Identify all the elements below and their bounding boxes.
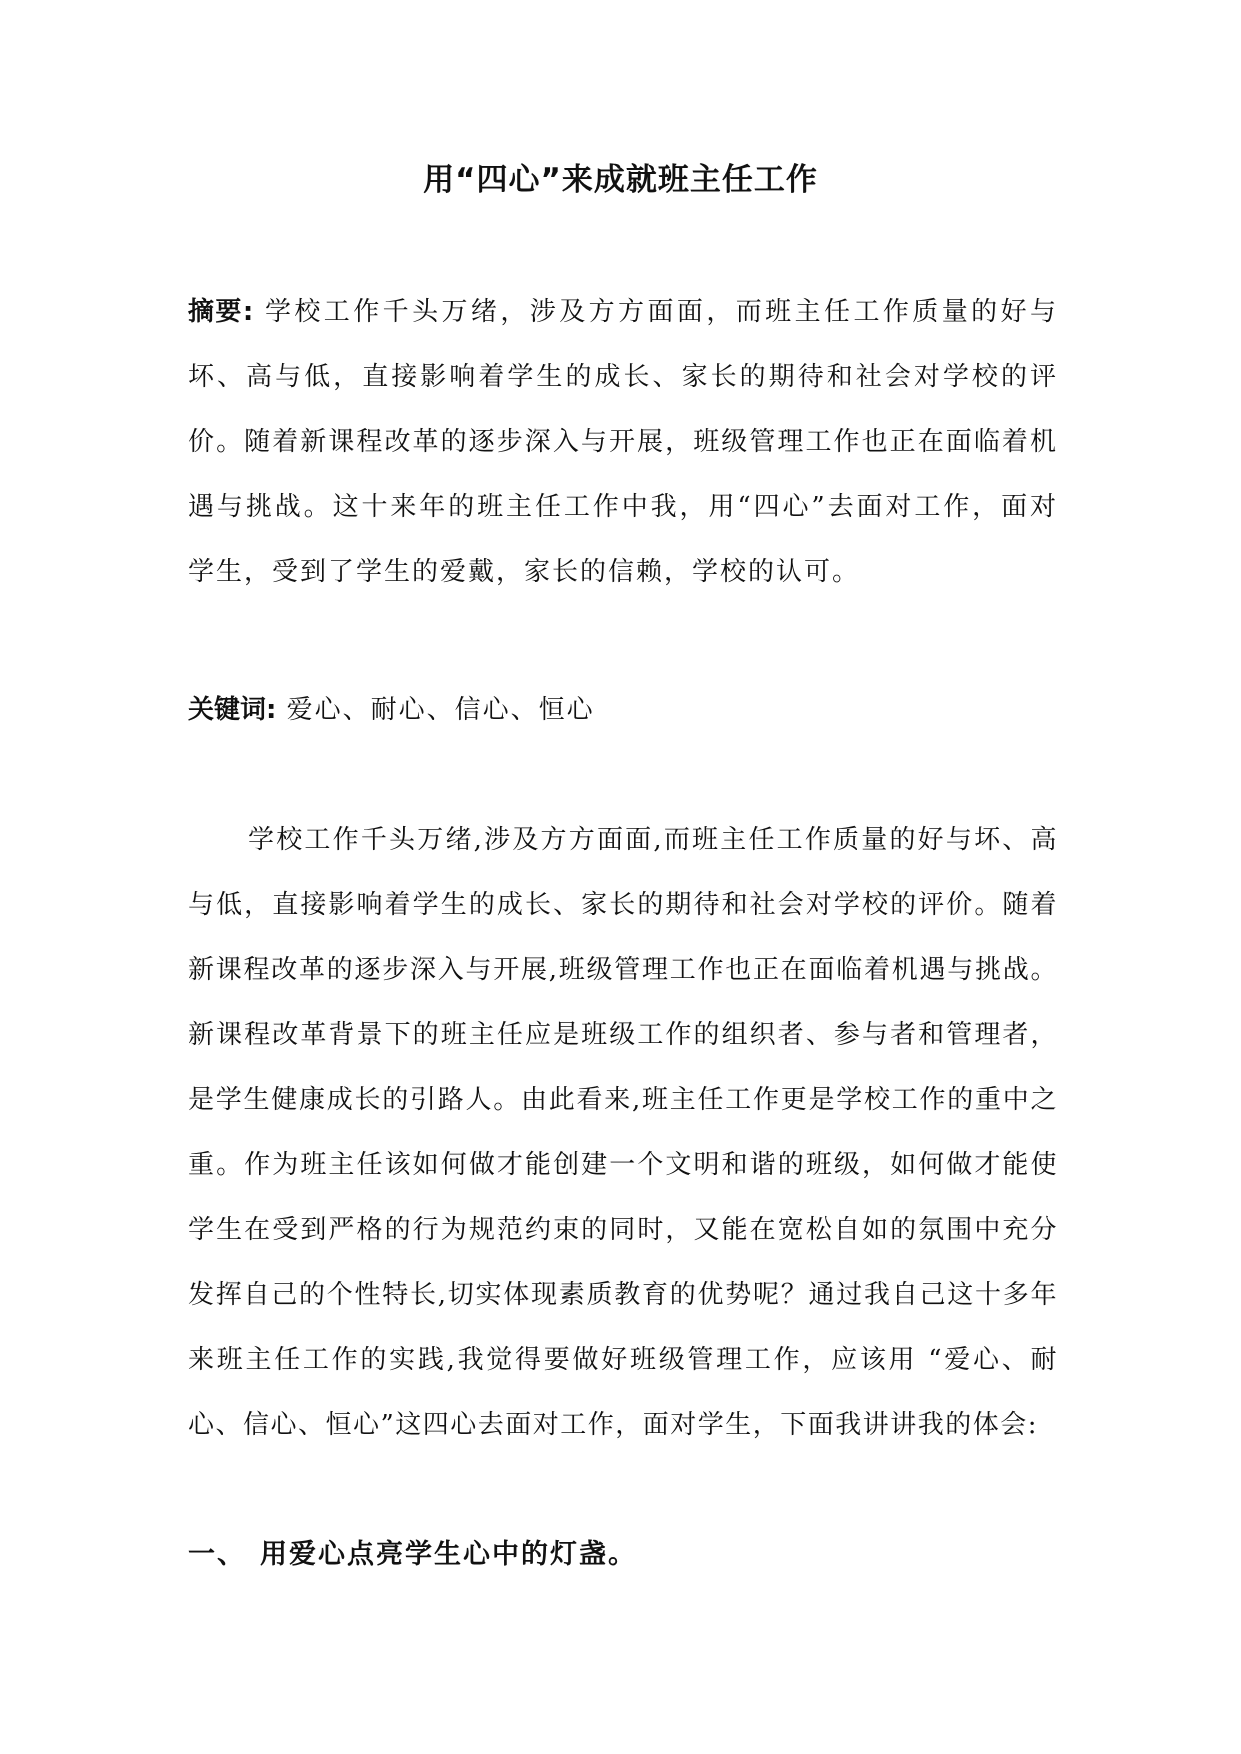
document-title: 用“四心”来成就班主任工作 — [423, 162, 818, 198]
keywords-text: 爱心、耐心、信心、恒心 — [276, 695, 595, 725]
abstract-section — [188, 280, 1058, 605]
abstract-text: 学校工作千头万绪，涉及方方面面，而班主任工作质量的好与坏、高与低，直接影响着学生的成长、家长的期待和社会对学校的评价。随着新课程改革的逐步深入与开展，班级管理工作也正在面临着机遇与挑战。这十来年的班主任工作中我，用“四心”去面对工作，面对学生，受到了学生的爱戴，家长的信赖，学校的认可。 — [188, 297, 1058, 587]
abstract-label: 摘要: — [188, 297, 254, 327]
section-heading — [188, 1535, 1058, 1575]
keywords-label: 关键词: — [188, 695, 277, 725]
body-paragraph: 学校工作千头万绪,涉及方方面面,而班主任工作质量的好与坏、高与低，直接影响着学生的成长、家长的期待和社会对学校的评价。随着新课程改革的逐步深入与开展,班级管理工作也正在面临着机遇与挑战。新课程改革背景下的班主任应是班级工作的组织者、参与者和管理者，是学生健康成长的引路人。由此看来,班主任工作更是学校工作的重中之重。作为班主任该如何做才能创建一个文明和谐的班级，如何做才能使学生在受到严格的行为规范约束的同时，又能在宽松自如的氛围中充分发挥自己的个性特长,切实体现素质教育的优势呢？通过我自己这十多年来班主任工作的实践,我觉得要做好班级管理工作，应该用 “爱心、耐心、信心、恒心”这四心去面对工作，面对学生，下面我讲讲我的体会: — [188, 825, 1058, 1440]
section-heading-text: 用爱心点亮学生心中的灯盏。 — [260, 1539, 637, 1570]
section-heading-number: 一、 — [188, 1539, 246, 1570]
keywords-section — [188, 678, 1058, 743]
